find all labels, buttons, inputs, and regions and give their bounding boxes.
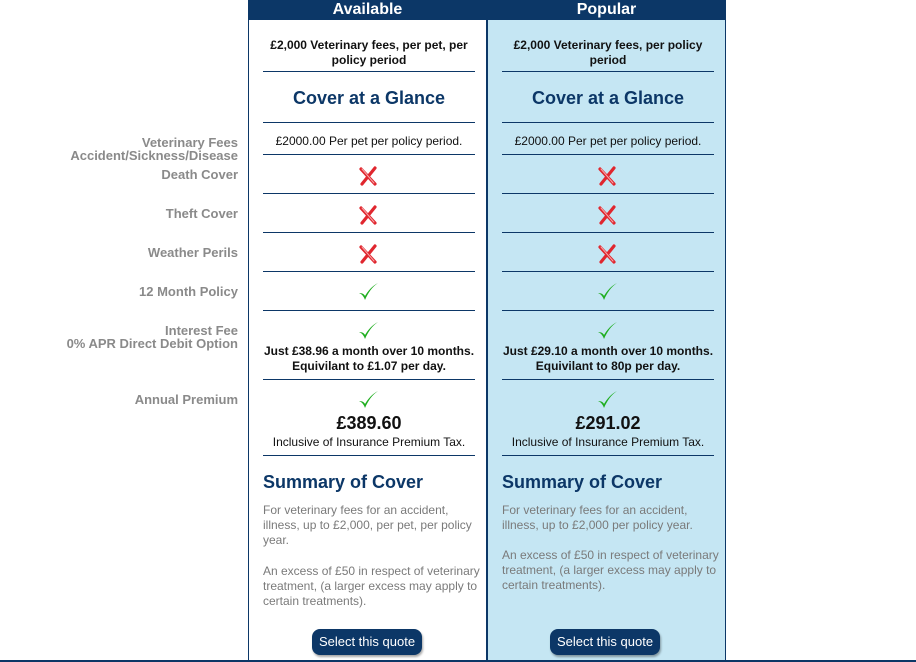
- monthly-payment: [263, 344, 475, 374]
- cross-icon: [596, 204, 618, 226]
- tax-note: Inclusive of Insurance Premium Tax.: [511, 435, 705, 449]
- plan-headline-line1: £2,000 Veterinary fees, per policy: [513, 38, 703, 52]
- row-label-interest-fee: [67, 324, 238, 350]
- divider: [502, 232, 714, 233]
- vet-fee-value: £2000.00 Per pet per policy period.: [514, 134, 702, 148]
- check-icon: [357, 389, 379, 411]
- divider: [263, 455, 475, 456]
- annual-price: £389.60: [336, 413, 402, 433]
- row-label-interest-line2: 0% APR Direct Debit Option: [66, 336, 238, 351]
- summary-text-1: For veterinary fees for an accident, illness, up to £2,000 per policy year.: [502, 503, 693, 532]
- row-label-interest-line1: Interest Fee: [165, 323, 238, 338]
- check-icon: [596, 320, 618, 342]
- divider: [502, 193, 714, 194]
- vet-fee-value: £2000.00 Per pet per policy period.: [275, 134, 463, 148]
- divider: [263, 232, 475, 233]
- annual-price: £291.02: [575, 413, 641, 433]
- cover-at-a-glance-title: Cover at a Glance: [292, 88, 446, 108]
- plan-headline-popular: [502, 38, 714, 68]
- monthly-payment-line2: Equivilant to 80p per day.: [535, 359, 681, 373]
- row-label-12-month-policy: 12 Month Policy: [139, 284, 238, 299]
- divider: [263, 71, 475, 72]
- divider: [502, 154, 714, 155]
- divider: [263, 154, 475, 155]
- row-label-annual-premium: Annual Premium: [134, 392, 238, 407]
- plan-column-available: [248, 0, 487, 662]
- monthly-payment: [502, 344, 714, 374]
- cross-icon: [596, 165, 618, 187]
- cover-at-a-glance-title: Cover at a Glance: [531, 88, 685, 108]
- cross-icon: [357, 243, 379, 265]
- monthly-payment-line1: Just £29.10 a month over 10 months.: [502, 344, 714, 358]
- plan-headline-line1: £2,000 Veterinary fees, per pet, per: [270, 38, 468, 52]
- plan-headline-available: [263, 38, 475, 68]
- divider: [502, 455, 714, 456]
- divider: [502, 310, 714, 311]
- plan-headline-line2: policy period: [331, 53, 407, 67]
- check-icon: [357, 320, 379, 342]
- cross-icon: [357, 204, 379, 226]
- cross-icon: [596, 243, 618, 265]
- plan-headline-line2: period: [589, 53, 627, 67]
- row-label-vet-fees: [70, 136, 238, 162]
- plan-column-popular: [487, 0, 726, 662]
- divider: [263, 122, 475, 123]
- divider: [502, 271, 714, 272]
- cross-icon: [357, 165, 379, 187]
- divider: [263, 271, 475, 272]
- check-icon: [596, 389, 618, 411]
- check-icon: [357, 281, 379, 303]
- row-label-vet-fees-line1: Veterinary Fees: [141, 135, 238, 150]
- divider: [502, 71, 714, 72]
- row-label-theft-cover: Theft Cover: [165, 206, 238, 221]
- divider: [502, 379, 714, 380]
- summary-of-cover-title: Summary of Cover: [502, 472, 663, 492]
- check-icon: [596, 281, 618, 303]
- summary-text-2: An excess of £50 in respect of veterinary treatment, (a larger excess may apply to certain treatments).: [263, 564, 480, 608]
- summary-of-cover-title: Summary of Cover: [263, 472, 424, 492]
- row-label-death-cover: Death Cover: [161, 167, 238, 182]
- select-quote-button-popular[interactable]: Select this quote: [550, 629, 660, 655]
- monthly-payment-line2: Equivilant to £1.07 per day.: [292, 359, 446, 373]
- monthly-payment-line1: Just £38.96 a month over 10 months.: [263, 344, 475, 358]
- divider: [263, 193, 475, 194]
- row-label-weather-perils: Weather Perils: [147, 245, 238, 260]
- divider: [263, 379, 475, 380]
- select-quote-button-available[interactable]: Select this quote: [312, 629, 422, 655]
- plan-header-popular: Popular: [488, 0, 725, 20]
- summary-text-1: For veterinary fees for an accident, illness, up to £2,000, per pet, per policy year.: [263, 503, 472, 547]
- divider: [263, 310, 475, 311]
- tax-note: Inclusive of Insurance Premium Tax.: [272, 435, 466, 449]
- divider: [502, 122, 714, 123]
- plan-header-available: Available: [249, 0, 486, 20]
- summary-text-2: An excess of £50 in respect of veterinary treatment, (a larger excess may apply to certain treatments).: [502, 548, 719, 592]
- row-label-vet-fees-line2: Accident/Sickness/Disease: [70, 148, 238, 163]
